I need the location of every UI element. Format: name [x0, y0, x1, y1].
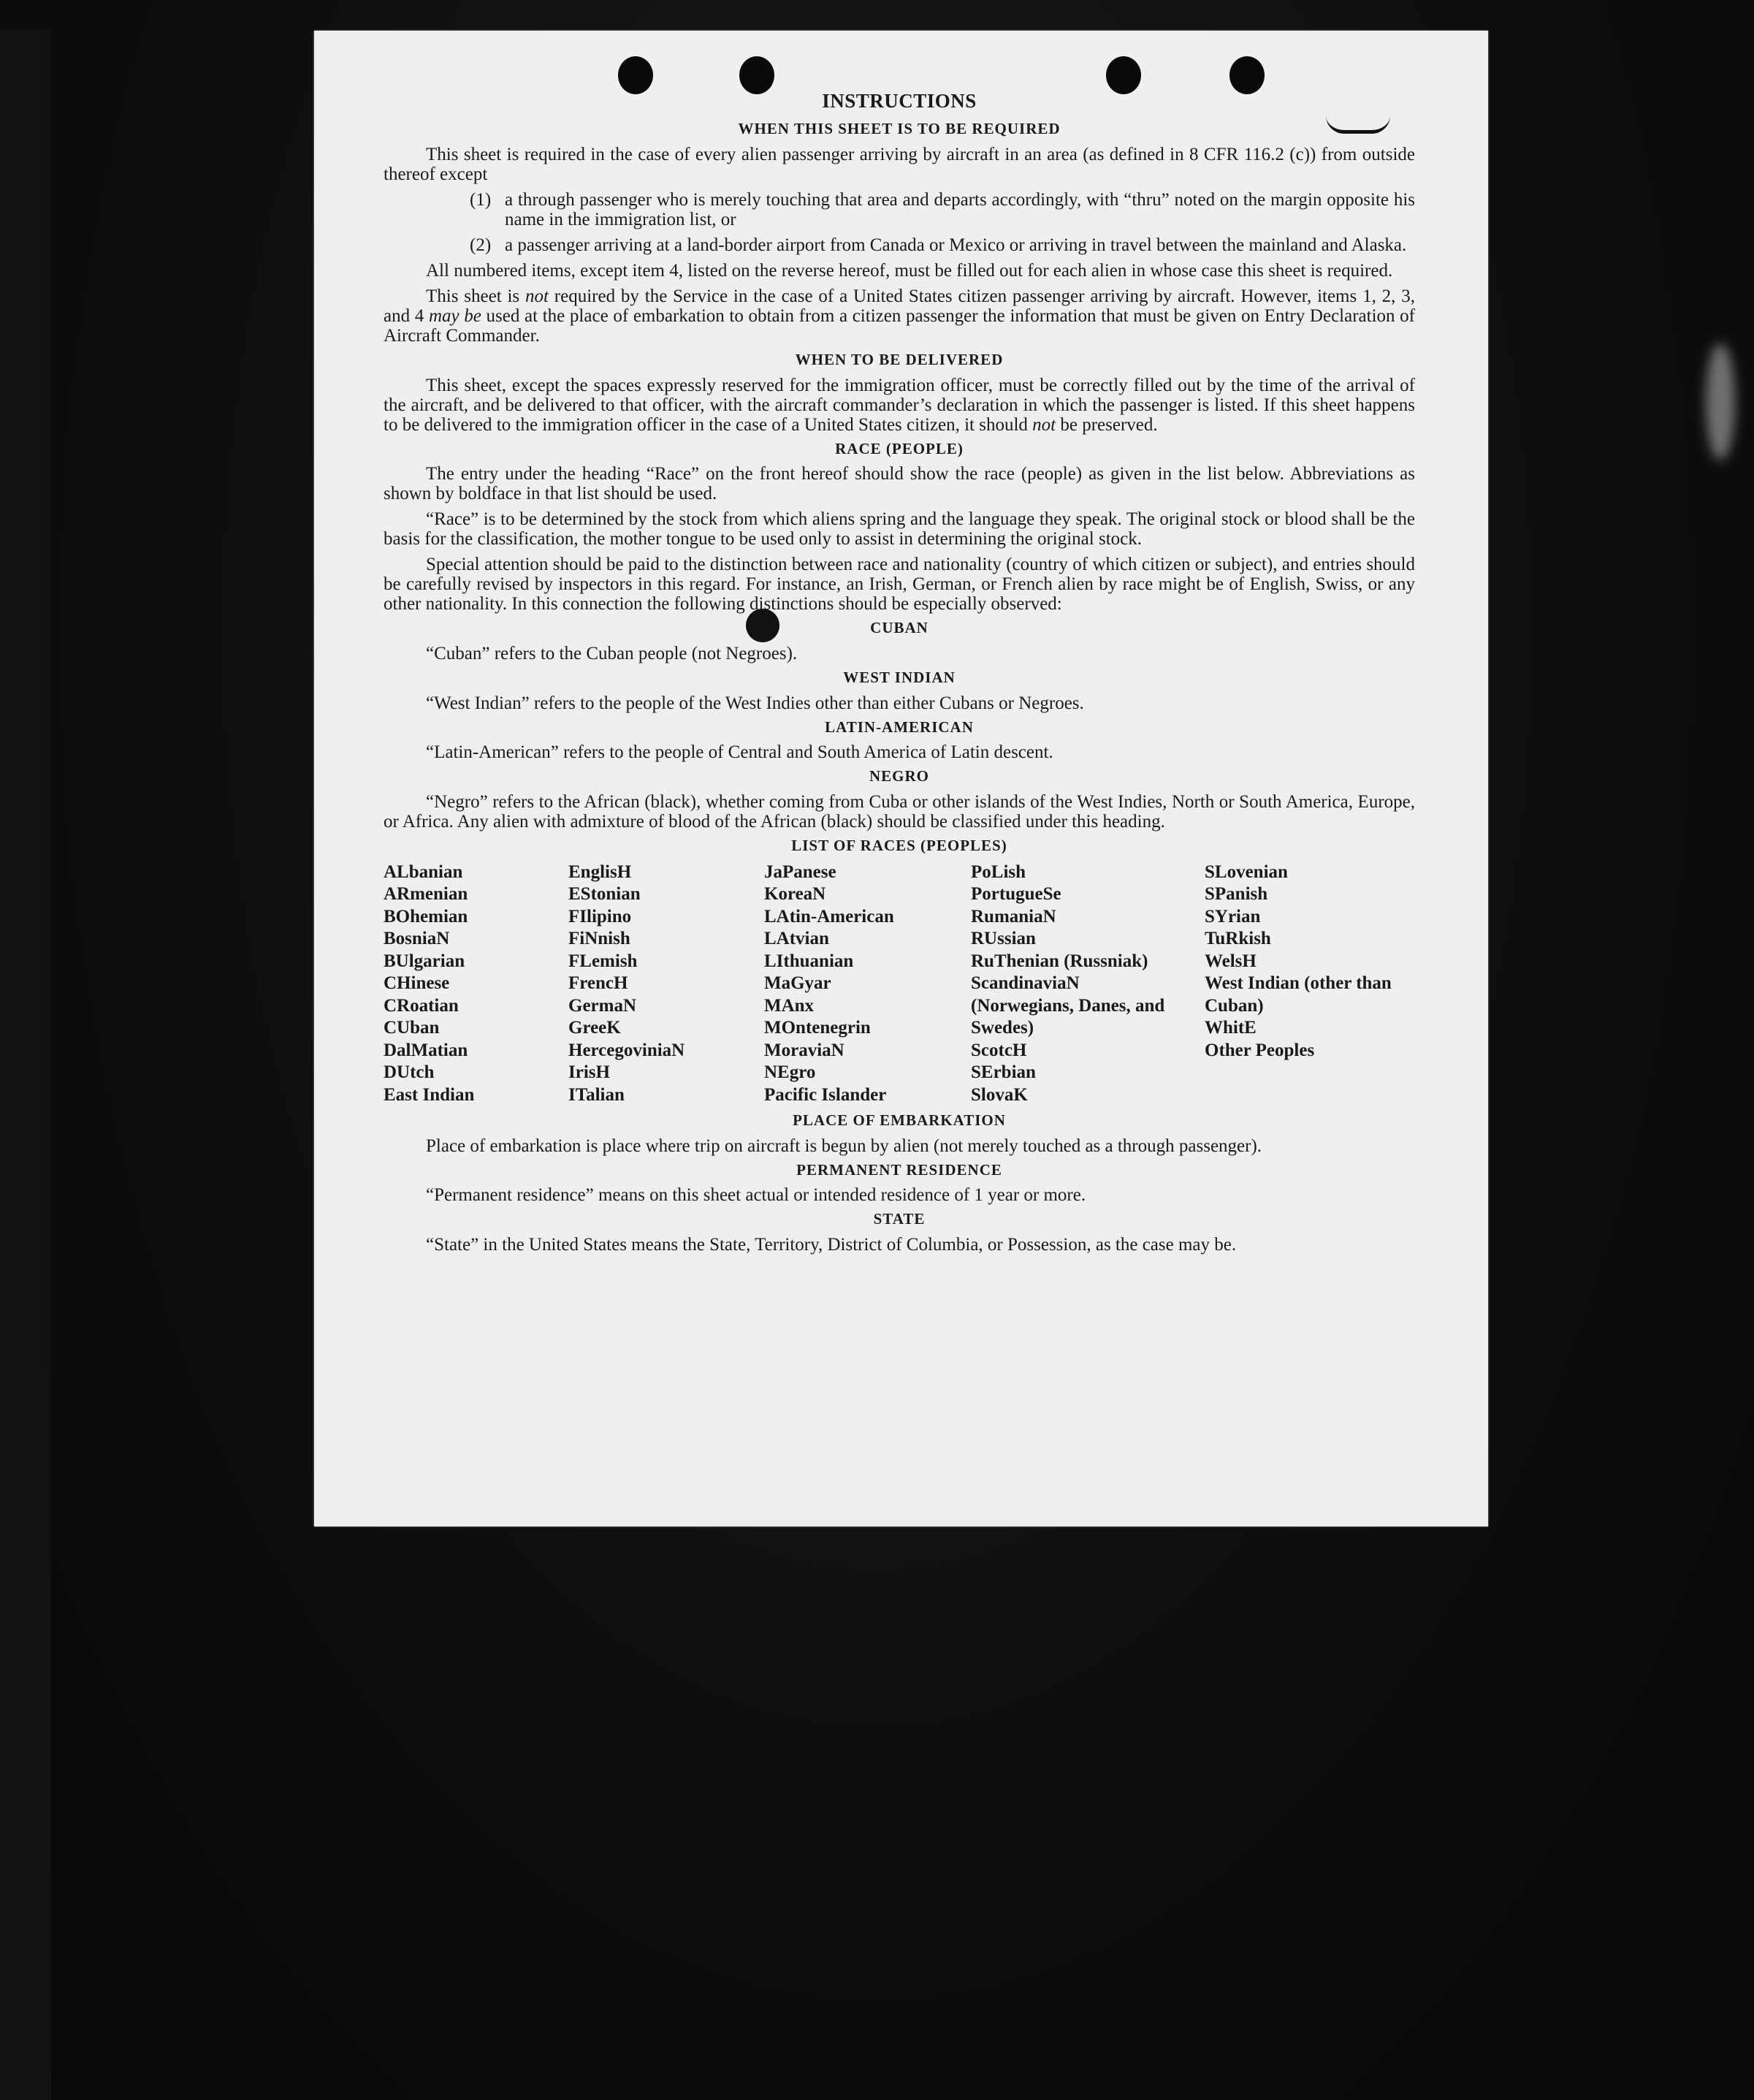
race-entry: BOhemian [384, 906, 468, 927]
race-entry: PoLish [971, 861, 1026, 882]
race-entry: FrencH [568, 973, 628, 994]
citizen-note-part: required by the Service in the case of a United States citizen passenger arriving by aircraft. However, items 1, 2, 3, and 4 [384, 286, 1415, 326]
punch-hole [1106, 56, 1141, 94]
race-paragraph-2: “Race” is to be determined by the stock from which aliens spring and the language they speak. The original stock or blood shall be the basis for the classification, the mother tongue to be used only to assist in determining the original stock. [384, 509, 1415, 549]
race-entry: BosniaN [384, 929, 450, 949]
section-heading-embarkation: PLACE OF EMBARKATION [793, 1111, 1006, 1130]
race-entry: Other Peoples [1205, 1040, 1315, 1060]
race-paragraph-1: The entry under the heading “Race” on the front hereof should show the race (people) as given in the list below. Abbreviations as shown by boldface in that list should be used. [384, 464, 1415, 504]
race-entry: IrisH [568, 1062, 610, 1083]
race-entry: EStonian [568, 884, 641, 905]
exception-item-2 [470, 235, 1415, 255]
races-list [384, 861, 1415, 1107]
section-heading-latin-american: LATIN-AMERICAN [825, 718, 974, 736]
race-entry: ITalian [568, 1084, 625, 1105]
race-entry: CRoatian [384, 995, 459, 1016]
state-text: “State” in the United States means the State, Territory, District of Columbia, or Possession, as the case may be. [426, 1235, 1237, 1255]
race-entry: CUban [384, 1018, 440, 1038]
latin-american-text: “Latin-American” refers to the people of Central and South America of Latin descent. [426, 742, 1053, 763]
citizen-note-part: This sheet is [426, 286, 525, 306]
race-entry: CHinese [384, 973, 450, 994]
race-entry: ScotcH [971, 1040, 1027, 1060]
race-entry: PortugueSe [971, 884, 1061, 905]
race-entry: SYrian [1205, 906, 1261, 927]
race-entry: SErbian [971, 1062, 1036, 1083]
race-entry: WelsH [1205, 951, 1257, 971]
races-column-5 [1205, 861, 1415, 1107]
race-entry: East Indian [384, 1084, 475, 1105]
document-body [384, 91, 1415, 1260]
delivered-text-part: be preserved. [1056, 414, 1158, 435]
punch-hole [739, 56, 774, 94]
race-entry: BUlgarian [384, 951, 465, 971]
race-entry: LAtvian [764, 929, 829, 949]
race-entry: SPanish [1205, 884, 1268, 905]
item-text: a passenger arriving at a land-border airport from Canada or Mexico or arriving in travel between the mainland and Alaska. [505, 235, 1407, 255]
race-entry: ARmenian [384, 884, 468, 905]
section-heading-when-delivered: WHEN TO BE DELIVERED [795, 350, 1004, 368]
section-heading-residence: PERMANENT RESIDENCE [796, 1160, 1002, 1179]
race-entry: RumaniaN [971, 906, 1056, 927]
delivered-text-emphasis: not [1032, 414, 1056, 435]
race-entry: FLemish [568, 951, 638, 971]
race-entry: ALbanian [384, 861, 463, 882]
citizen-note-emphasis: not [525, 286, 549, 306]
race-entry: FIlipino [568, 906, 632, 927]
residence-text: “Permanent residence” means on this sheet actual or intended residence of 1 year or more. [426, 1185, 1086, 1206]
item-number: (1) [470, 189, 492, 210]
when-delivered-text [384, 376, 1415, 435]
race-entry: MAnx [764, 995, 815, 1016]
races-column-2 [568, 861, 764, 1107]
race-entry: FiNnish [568, 929, 630, 949]
citizen-note-emphasis: may be [428, 305, 481, 326]
race-entry: DUtch [384, 1062, 435, 1083]
race-entry: SlovaK [971, 1084, 1028, 1105]
light-glare [1706, 343, 1735, 460]
race-entry: EnglisH [568, 861, 632, 882]
race-entry: KoreaN [764, 884, 826, 905]
page-title: INSTRUCTIONS [822, 90, 977, 112]
race-paragraph-3: Special attention should be paid to the distinction between race and nationality (country of which citizen or subject), and entries should be carefully revised by inspectors in this regard. For instance, an Irish, German, or French alien by race might be of English, Swiss, or any other nationality. In this connection the following distinctions should be especially observed: [384, 555, 1415, 615]
races-column-4 [971, 861, 1205, 1107]
race-entry: JaPanese [764, 861, 836, 882]
race-entry: ScandinaviaN (Norwegians, Danes, and Swedes) [971, 973, 1165, 1038]
race-entry: SLovenian [1205, 861, 1288, 882]
section-heading-west-indian: WEST INDIAN [843, 668, 956, 686]
races-column-1 [384, 861, 568, 1107]
item-text: a through passenger who is merely touching that area and departs accordingly, with “thru” noted on the margin opposite his name in the immigration list, or [505, 189, 1415, 229]
citizen-note [384, 286, 1415, 346]
race-entry: RUssian [971, 929, 1036, 949]
races-column-3 [764, 861, 971, 1107]
film-edge [0, 29, 51, 2100]
document-page [314, 31, 1488, 1526]
section-heading-list-of-races: LIST OF RACES (PEOPLES) [791, 836, 1007, 854]
section-heading-race: RACE (PEOPLE) [835, 439, 964, 457]
cuban-text: “Cuban” refers to the Cuban people (not Negroes). [426, 643, 798, 663]
race-entry: GreeK [568, 1018, 621, 1038]
section-heading-cuban: CUBAN [870, 619, 929, 637]
race-entry: RuThenian (Russniak) [971, 951, 1148, 971]
citizen-note-part: used at the place of embarkation to obtain from a citizen passenger the information that must be given on Entry Declaration of Aircraft Commander. [384, 305, 1416, 346]
embarkation-text: Place of embarkation is place where trip on aircraft is begun by alien (not merely touched as a through passenger). [426, 1135, 1262, 1156]
section-heading-negro: NEGRO [869, 767, 929, 785]
item-number: (2) [470, 235, 492, 255]
when-required-intro: This sheet is required in the case of every alien passenger arriving by aircraft in an area (as defined in 8 CFR 116.2 (c)) from outside thereof except [384, 144, 1415, 184]
race-entry: TuRkish [1205, 929, 1271, 949]
race-entry: MaGyar [764, 973, 831, 994]
race-entry: MOntenegrin [764, 1018, 871, 1038]
race-entry: GermaN [568, 995, 637, 1016]
section-heading-when-required: WHEN THIS SHEET IS TO BE REQUIRED [738, 120, 1061, 138]
punch-hole [618, 56, 653, 94]
race-entry: Pacific Islander [764, 1084, 887, 1105]
section-heading-state: STATE [873, 1210, 926, 1228]
exception-item-1 [470, 190, 1415, 229]
race-entry: MoraviaN [764, 1040, 844, 1060]
race-entry: WhitE [1205, 1018, 1257, 1038]
race-entry: HercegoviniaN [568, 1040, 685, 1060]
race-entry: DalMatian [384, 1040, 468, 1060]
punch-hole [1229, 56, 1265, 94]
negro-text: “Negro” refers to the African (black), whether coming from Cuba or other islands of the West Indies, North or South America, Europe, or Africa. Any alien with admixture of blood of the African (black) should be classified under this heading. [384, 791, 1415, 832]
race-entry: West Indian (other than Cuban) [1205, 973, 1392, 1016]
west-indian-text: “West Indian” refers to the people of the West Indies other than either Cubans or Negroes. [426, 693, 1084, 713]
delivered-text-part: This sheet, except the spaces expressly reserved for the immigration officer, must be correctly filled out by the time of the arrival of the aircraft, and be delivered to that officer, with the aircraft commander’s declaration in which the passenger is listed. If this sheet happens to be delivered to the immigration officer in the case of a United States citizen, it should [384, 375, 1415, 435]
race-entry: LAtin-American [764, 906, 894, 927]
race-entry: NEgro [764, 1062, 816, 1083]
race-entry: LIthuanian [764, 951, 854, 971]
numbered-items-note: All numbered items, except item 4, listed on the reverse hereof, must be filled out for each alien in whose case this sheet is required. [426, 260, 1393, 281]
